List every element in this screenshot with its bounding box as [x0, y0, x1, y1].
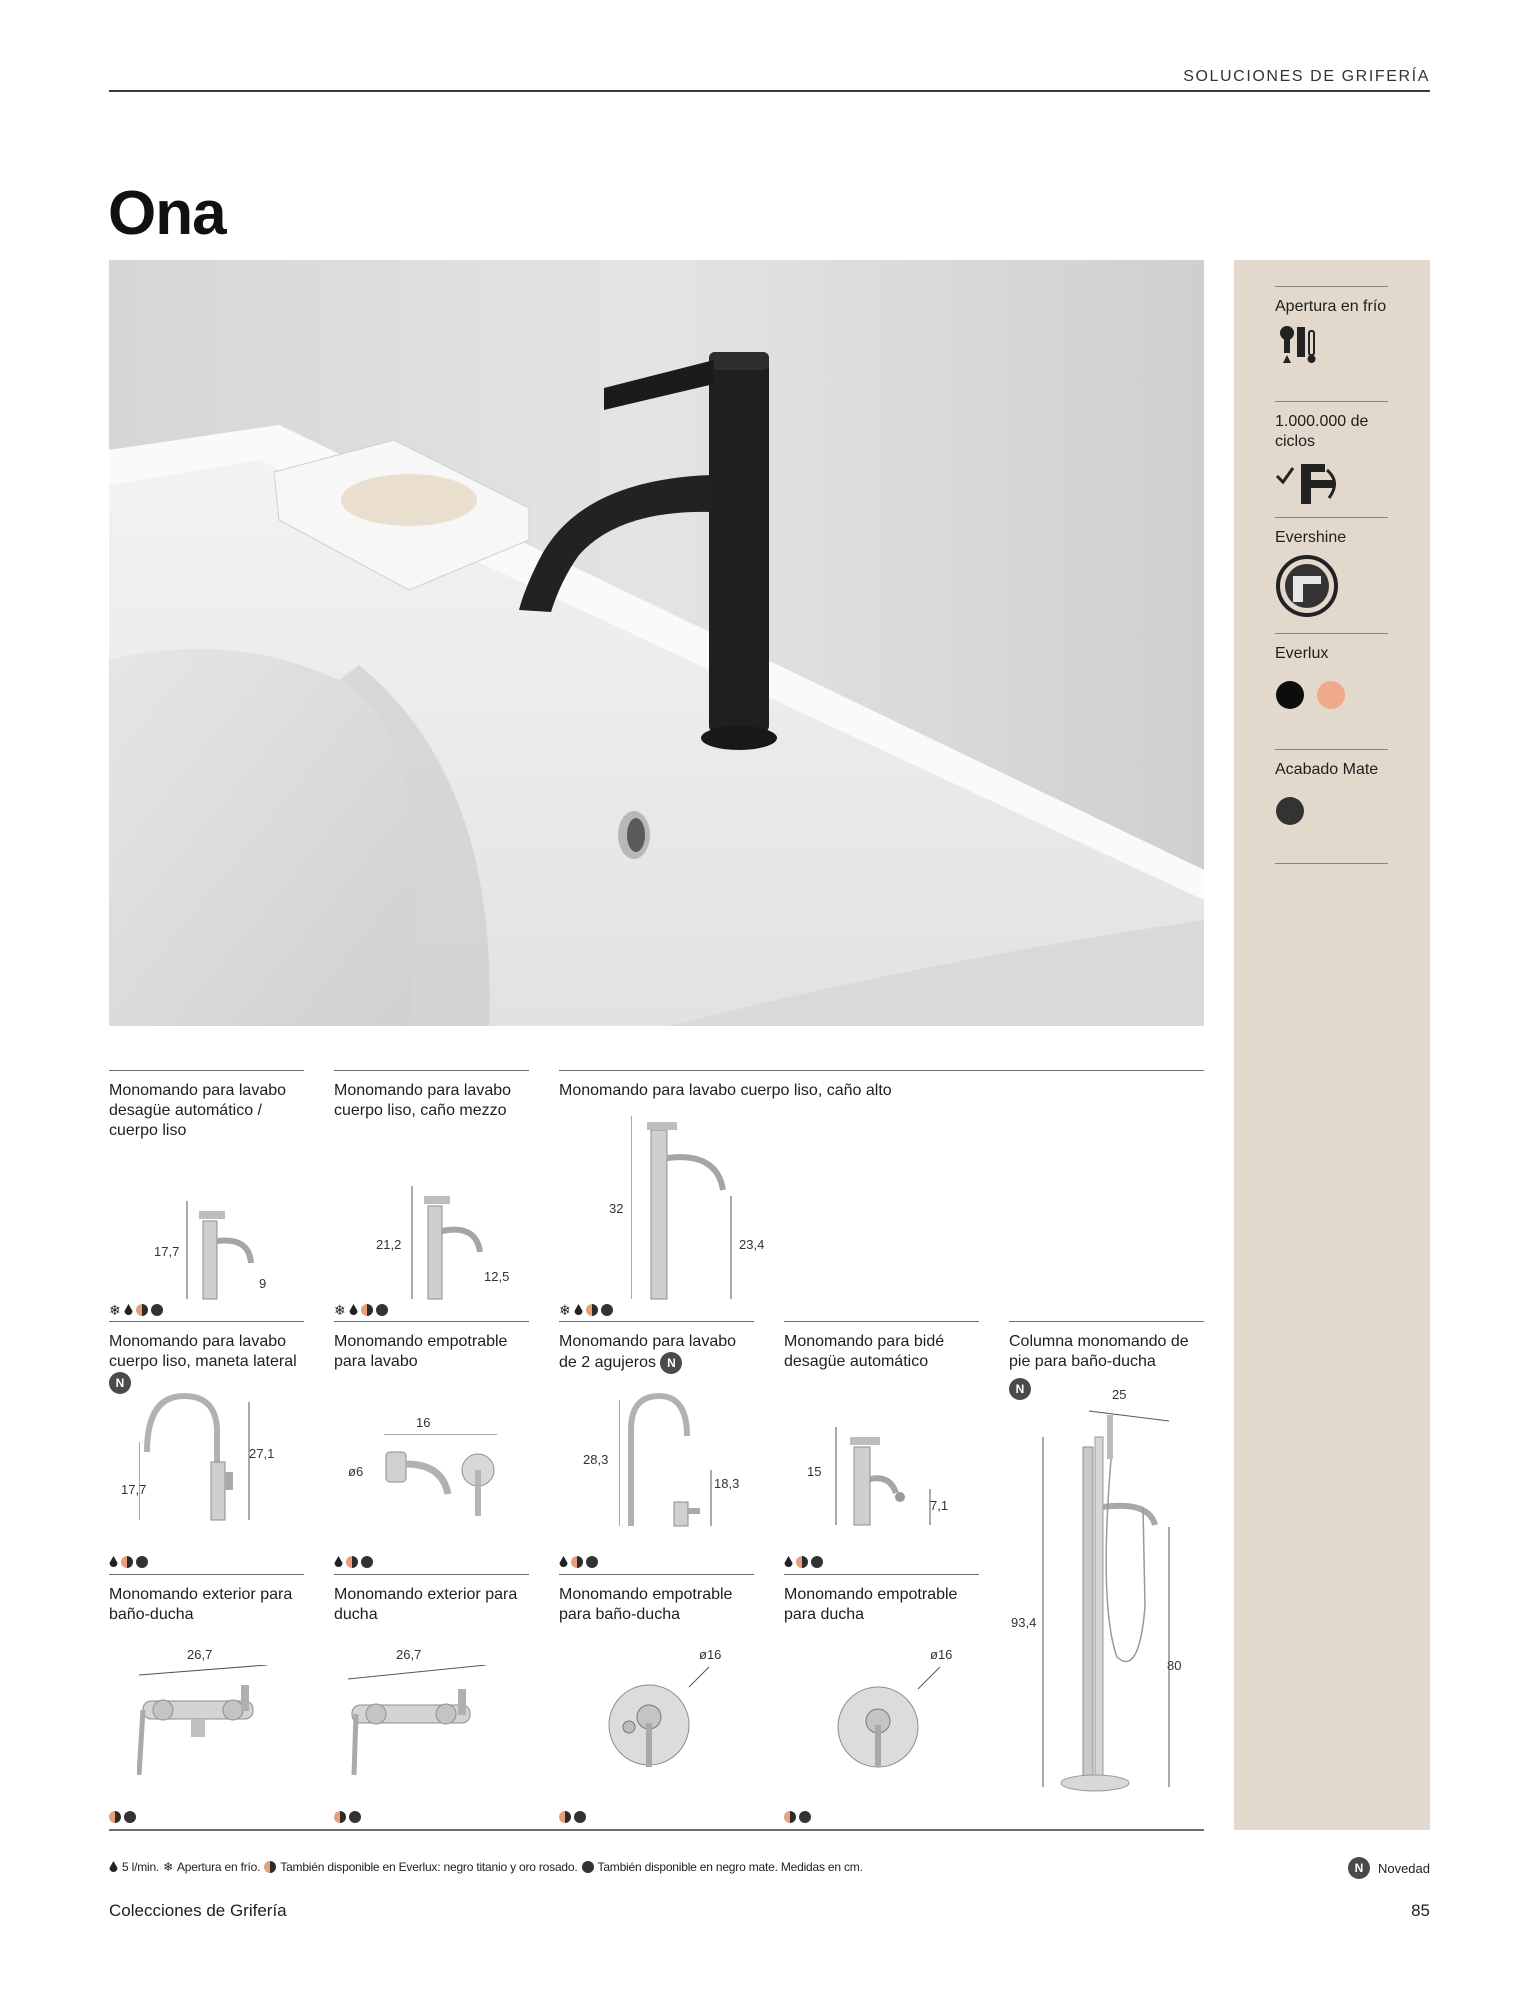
- availability-icons: [109, 1556, 148, 1568]
- availability-icons: [109, 1303, 163, 1317]
- matte-icon: [151, 1304, 163, 1316]
- matte-icon: [601, 1304, 613, 1316]
- feature-label: Evershine: [1275, 529, 1347, 546]
- novelty-badge: N: [1009, 1378, 1031, 1400]
- matte-icon: [349, 1811, 361, 1823]
- dimension: 15: [807, 1464, 822, 1479]
- novelty-badge: N: [109, 1372, 131, 1394]
- faucet-drawing: [619, 1390, 719, 1530]
- drop-icon: [574, 1304, 583, 1316]
- product-label-text: Monomando para lavabo cuerpo liso, maneta lateral: [109, 1333, 297, 1370]
- everlux-icon: [121, 1556, 133, 1568]
- drop-icon: [109, 1556, 118, 1568]
- product-label: Monomando exterior para baño-ducha: [109, 1586, 293, 1623]
- dimension: 32: [609, 1201, 624, 1216]
- novelty-badge: N: [1348, 1857, 1370, 1879]
- evershine-icon: [1275, 554, 1339, 618]
- novelty-label: Novedad: [1377, 1860, 1430, 1876]
- dimension: 17,7: [154, 1244, 180, 1259]
- feature-label: 1.000.000 de ciclos: [1275, 413, 1369, 450]
- dimension: 18,3: [714, 1476, 740, 1491]
- feature-cold-open: [1275, 286, 1388, 371]
- dimension: ø16: [930, 1647, 953, 1662]
- snowflake-icon: ❄: [109, 1302, 121, 1318]
- product-label: Monomando para lavabo desagüe automático / cuerpo liso: [109, 1082, 287, 1139]
- everlux-icon: [559, 1811, 571, 1823]
- faucet-drawing: [382, 1434, 502, 1524]
- everlux-icon: [796, 1556, 808, 1568]
- feature-cycles: [1275, 401, 1388, 510]
- product-label: Monomando empotrable para ducha: [784, 1586, 958, 1623]
- faucet-drawing: [834, 1427, 944, 1527]
- page-title: Ona: [108, 179, 226, 248]
- feature-matte: [1275, 749, 1388, 836]
- page-number: 85: [1411, 1901, 1430, 1920]
- dimension: 17,7: [121, 1482, 147, 1497]
- faucet-drawing: [139, 1392, 259, 1522]
- drop-icon: [124, 1304, 133, 1316]
- product-label: Columna monomando de pie para baño-ducha: [1009, 1333, 1189, 1370]
- availability-icons: [559, 1556, 598, 1568]
- everlux-swatches-icon: [1275, 670, 1355, 720]
- valve-drawing: [834, 1665, 954, 1775]
- drop-icon: [349, 1304, 358, 1316]
- footnote: [109, 1860, 863, 1874]
- drop-icon: [559, 1556, 568, 1568]
- matte-icon: [124, 1811, 136, 1823]
- footnote-everlux: También disponible en Everlux: negro titanio y oro rosado.: [280, 1860, 578, 1874]
- dimension: 25: [1112, 1387, 1127, 1402]
- hero-photo: [109, 260, 1204, 1026]
- faucet-drawing: [137, 1665, 297, 1775]
- drop-icon: [109, 1861, 118, 1873]
- matte-icon: [811, 1556, 823, 1568]
- everlux-icon: [586, 1304, 598, 1316]
- product-label: [109, 1332, 304, 1394]
- product-cell: [334, 1070, 529, 1320]
- footer-collection: Colecciones de Grifería: [109, 1901, 287, 1920]
- product-label: Monomando para lavabo cuerpo liso, caño alto: [559, 1082, 892, 1099]
- product-label: [559, 1332, 754, 1374]
- availability-icons: [334, 1303, 388, 1317]
- availability-icons: [334, 1556, 373, 1568]
- everlux-icon: [571, 1556, 583, 1568]
- matte-swatch-icon: [1275, 786, 1315, 836]
- faucet-drawing: [346, 1665, 496, 1775]
- dimension: 21,2: [376, 1237, 402, 1252]
- product-label: Monomando para lavabo cuerpo liso, caño mezzo: [334, 1082, 512, 1119]
- everlux-icon: [136, 1304, 148, 1316]
- availability-icons: [784, 1556, 823, 1568]
- everlux-icon: [784, 1811, 796, 1823]
- snowflake-icon: ❄: [334, 1302, 346, 1318]
- snowflake-icon: ❄: [163, 1860, 173, 1874]
- product-cell: [1009, 1321, 1204, 1829]
- faucet-drawing: [631, 1116, 741, 1301]
- dimension: 26,7: [396, 1647, 422, 1662]
- everlux-icon: [361, 1304, 373, 1316]
- matte-icon: [361, 1556, 373, 1568]
- valve-drawing: [607, 1665, 727, 1775]
- dimension: 28,3: [583, 1452, 609, 1467]
- matte-icon: [799, 1811, 811, 1823]
- dimension: ø6: [348, 1464, 364, 1479]
- matte-icon: [136, 1556, 148, 1568]
- product-cell: [334, 1321, 529, 1573]
- availability-icons: [559, 1303, 613, 1317]
- novelty-legend: [1348, 1857, 1430, 1879]
- product-cell: [559, 1070, 1204, 1320]
- product-cell: [109, 1321, 304, 1573]
- novelty-badge: N: [660, 1352, 682, 1374]
- availability-icons: [334, 1811, 361, 1823]
- dimension: 7,1: [930, 1498, 949, 1513]
- product-cell: [109, 1574, 304, 1829]
- matte-icon: [586, 1556, 598, 1568]
- feature-label: Everlux: [1275, 645, 1329, 662]
- header-divider: [109, 90, 1430, 92]
- product-cell: [559, 1574, 754, 1829]
- product-cell: [334, 1574, 529, 1829]
- drop-icon: [334, 1556, 343, 1568]
- availability-icons: [109, 1811, 136, 1823]
- matte-icon: [574, 1811, 586, 1823]
- product-label: Monomando exterior para ducha: [334, 1586, 518, 1623]
- drop-icon: [784, 1556, 793, 1568]
- sidebar-divider: [1275, 863, 1388, 864]
- everlux-icon: [346, 1556, 358, 1568]
- product-label: Monomando para bidé desagüe automático: [784, 1333, 945, 1370]
- snowflake-icon: ❄: [559, 1302, 571, 1318]
- dimension: 93,4: [1011, 1615, 1037, 1630]
- feature-label: Apertura en frío: [1275, 298, 1387, 315]
- dimension: 80: [1167, 1658, 1182, 1673]
- cycles-icon: [1275, 458, 1347, 510]
- product-label-text: Monomando para lavabo de 2 agujeros: [559, 1333, 737, 1372]
- footnote-cold: Apertura en frío.: [176, 1860, 261, 1874]
- product-cell: [109, 1070, 304, 1320]
- dimension: 9: [259, 1276, 267, 1291]
- availability-icons: [559, 1811, 586, 1823]
- dimension: 16: [416, 1415, 431, 1430]
- feature-everlux: [1275, 633, 1388, 720]
- everlux-icon: [264, 1861, 276, 1873]
- feature-label: Acabado Mate: [1275, 761, 1379, 778]
- product-cell: [559, 1321, 754, 1573]
- product-label: Monomando empotrable para baño-ducha: [559, 1586, 733, 1623]
- dimension: 26,7: [187, 1647, 213, 1662]
- matte-icon: [582, 1861, 594, 1873]
- everlux-icon: [109, 1811, 121, 1823]
- section-title: SOLUCIONES DE GRIFERÍA: [1183, 68, 1430, 85]
- feature-evershine: [1275, 517, 1388, 618]
- dimension: ø16: [699, 1647, 722, 1662]
- faucet-drawing: [179, 1201, 269, 1301]
- matte-icon: [376, 1304, 388, 1316]
- faucet-drawing: [404, 1186, 494, 1301]
- footnote-matte: También disponible en negro mate. Medidas en cm.: [597, 1860, 863, 1874]
- dimension: 27,1: [249, 1446, 275, 1461]
- product-label: Monomando empotrable para lavabo: [334, 1333, 508, 1370]
- product-cell: [784, 1321, 979, 1573]
- dimension: 23,4: [739, 1237, 765, 1252]
- footnote-flow: 5 l/min.: [122, 1860, 160, 1874]
- availability-icons: [784, 1811, 811, 1823]
- grid-bottom-divider: [109, 1829, 1204, 1831]
- dimension: 12,5: [484, 1269, 510, 1284]
- features-sidebar: [1234, 260, 1430, 1830]
- column-drawing: [1039, 1407, 1189, 1807]
- everlux-icon: [334, 1811, 346, 1823]
- cold-open-icon: [1275, 323, 1335, 371]
- product-cell: [784, 1574, 979, 1829]
